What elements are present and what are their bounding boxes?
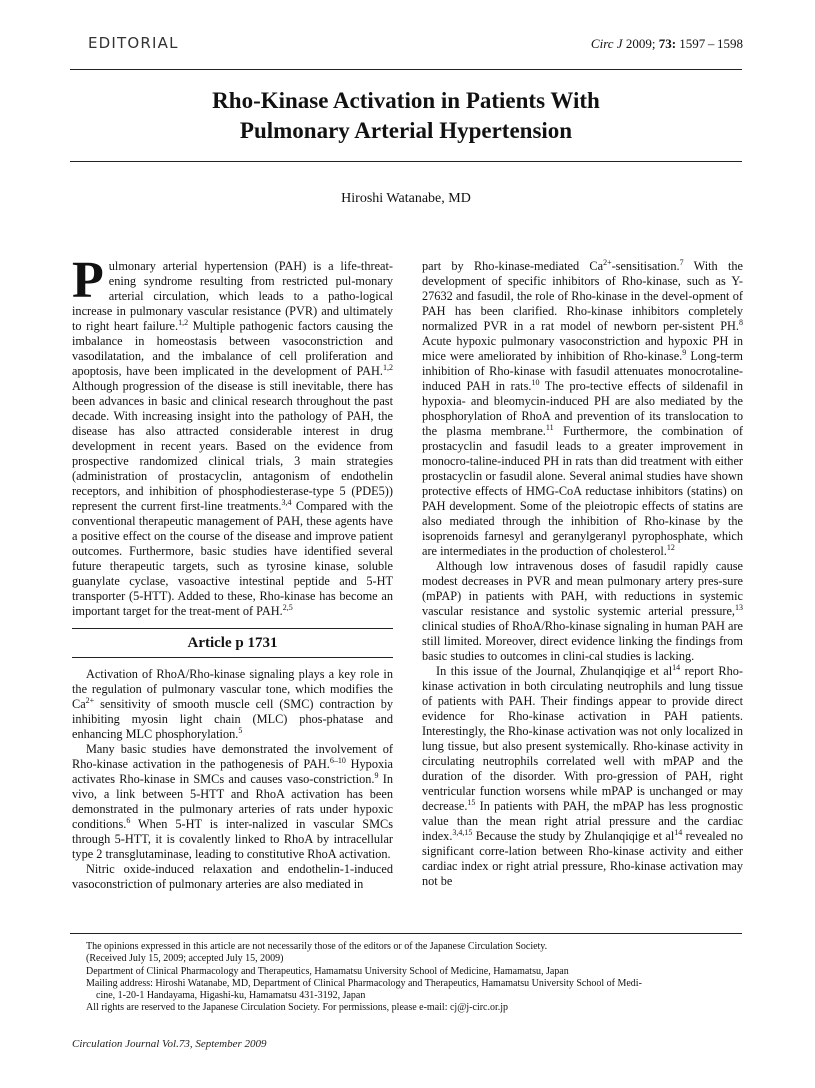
citation-ref: 15 [467,797,476,807]
text-run: Compared with the conventional therapeutic management of PAH, these agents have a positive effect on the course of the disease and improve patient outcomes. Furthermore, basic studies have identified several future therapeutic targets, such as tyrosine kinase, soluble guanylate cyclase, vasoactive intestinal peptide and 5-HT transporter (5-HTT). Added to these, Rho-kinase has become an important target for the treat-ment of PAH. [72,499,393,618]
text-run: When 5-HT is inter-nalized in vascular SMCs through 5-HTT, it is covalently linked to RhoA by intracellular type 2 transglutaminase, leading to constitutive RhoA activation. [72,817,393,861]
paragraph [422,664,743,889]
text-run: Activation of RhoA/Rho-kinase signaling plays a key role in the regulation of pulmonary vascular tone, which modifies the Ca [72,667,393,711]
text-run: clinical studies of RhoA/Rho-kinase signaling in human PAH are still limited. Moreover, direct evidence linking the findings from basic studies to outcomes in clini-cal studies is lacking. [422,619,743,663]
title-line: Pulmonary Arterial Hypertension [239,118,573,143]
text-run: ulmonary arterial hypertension (PAH) is a life-threat-ening syndrome resulting from restricted pul-monary arterial circulation, which leads to a patho-logical increase in pulmonary vascular resistance (PVR) and ultimately to right heart failure. [72,259,393,333]
text-run: Many basic studies have demonstrated the involvement of Rho-kinase activation in the pathogenesis of PAH. [72,742,393,771]
citation-ref: 9 [374,770,379,780]
footnote-line: All rights are reserved to the Japanese Circulation Society. For permissions, please e-mail: cj@j-circ.or.jp [86,1002,509,1014]
text-run: Acute hypoxic pulmonary vasoconstriction and hypoxic PH in mice were ameliorated by inhibition of Rho-kinase. [422,334,743,363]
text-run: Although progression of the disease is still inevitable, there has been advances in basic and clinical research throughout the past decade. With increasing insight into the pathology of PAH, the disease has also attracted considerable interest in drug development in recent years. Based on the evidence from prospective randomized clinical trials, 3 main strategies (administration of prostacyclin, antagonism of endothelin receptors, and inhibition of phosphodiesterase-type 5 (PDE5)) represent the current first-line treatments. [72,379,393,513]
text-run: In this issue of the Journal, Zhulanqiqige et al [436,664,673,678]
page-footer: Circulation Journal Vol.73, September 2009 [72,1038,267,1050]
footnote-line: The opinions expressed in this article are not necessarily those of the editors or of the Japanese Circulation Society. [86,941,548,952]
citation-pages: 1597 – 1598 [679,36,743,51]
citation-ref: 2+ [85,695,95,705]
citation-ref: 2+ [603,257,612,267]
text-run: -sensitisation. [611,259,680,273]
author-name: Hiroshi Watanabe, MD [341,191,471,206]
citation-ref: 7 [679,257,684,267]
related-article-box: Article p 1731 [72,628,393,658]
paragraph [72,742,393,862]
footnote-line: Department of Clinical Pharmacology and Therapeutics, Hamamatsu University School of Medicine, Hamamatsu, Japan [86,965,569,977]
footnote-line: cine, 1-20-1 Handayama, Higashi-ku, Hamamatsu 431-3192, Japan [96,990,366,1002]
title-rule [70,161,742,162]
citation-ref: 14 [674,827,683,837]
text-run: Multiple pathogenic factors causing the imbalance in homeostasis between vasoconstriction and vasodilatation, and the imbalance of cell proliferation and apoptosis, have been implicated in the development of PAH. [72,319,394,378]
citation-ref: 8 [739,317,743,327]
citation-ref: 10 [531,377,540,387]
citation-ref: 11 [545,422,554,432]
text-run: report Rho-kinase activation in both circulating neutrophils and lung tissue of patients with PAH. Their findings appear to provide direct evidence for Rho-kinase activation in PAH patients. Interestingly, the Rho-kinase activation was not only localized in lung tissue, but also present systemically. Rho-kinase activity in circulating neutrophils correlated well with mPAP and the duration of the disorder. With pro-gression of PAH, right ventricular function worsens while mPAP is unchanged or may decrease. [422,664,743,813]
text-run: Nitric oxide-induced relaxation and endothelin-1-induced vasoconstriction of pulmonary arteries are also mediated in [72,862,393,891]
citation-ref: 3,4 [281,497,292,507]
title-line: Rho-Kinase Activation in Patients With [212,88,600,113]
citation-ref: 5 [238,725,243,735]
text-run: sensitivity of smooth muscle cell (SMC) contraction by inhibiting myosin light chain (MLC) phos-phatase and enhancing MLC phosphorylation. [72,697,393,741]
text-run: In vivo, a link between 5-HTT and RhoA activation has been demonstrated in the pulmonary arteries of rats under hypoxic conditions. [72,772,393,831]
citation-ref: 6–10 [329,755,346,765]
journal-abbr: Circ J [590,36,623,51]
citation-ref: 1,2 [178,317,189,327]
citation-ref: 6 [126,815,131,825]
right-column [422,259,743,889]
text-run: With the development of specific inhibitors of Rho-kinase, such as Y-27632 and fasudil, the role of Rho-kinase in the devel-opment of PAH has been clarified. Rho-kinase inhibitors completely normalized PVR in a rat model of newborn per-sistent PH. [422,259,743,333]
citation-ref: 13 [735,602,743,612]
header-rule [70,69,742,70]
paragraph [422,259,743,559]
citation-ref: 9 [682,347,687,357]
citation-volume: 73: [658,36,677,51]
paragraph [72,862,393,892]
text-run: Long-term inhibition of Rho-kinase with fasudil attenuates monocrotaline-induced PAH in rats. [422,349,743,393]
paragraph [72,252,394,619]
text-run: In patients with PAH, the mPAP has less prognostic value than the mean right atrial pressure and the cardiac index. [422,799,743,843]
footnote-rule [70,933,742,934]
text-run: Although low intravenous doses of fasudil rapidly cause modest decreases in PVR and mean pulmonary artery pres-sure (mPAP) in patients with PAH, with reductions in systemic vascular resistance and systolic systemic arterial pressure, [422,559,743,618]
footnote-line: (Received July 15, 2009; accepted July 15, 2009) [86,953,284,965]
text-run: Hypoxia activates Rho-kinase in SMCs and causes vaso-constriction. [72,757,393,786]
left-column [72,252,394,892]
citation-ref: 12 [666,542,675,552]
citation-ref: 14 [672,662,681,672]
text-run: Furthermore, the combination of prostacyclin and fasudil leads to a greater improvement in monocro-taline-induced PH in rats than did treatment with either prostacyclin or fasudil alone. Several animal studies have shown protective effects of HMG-CoA reductase inhibitors (statins) on PAH development. Some of the pleiotropic effects of statins are also mediated through the inhibition of Rho-kinase by the isoprenoids farnesyl and geranylgeranyl pyrophosphate, which are intermediates in the production of cholesterol. [422,424,743,558]
drop-cap: P [72,252,104,309]
citation-ref: 1,2 [383,362,393,372]
text-run: part by Rho-kinase-mediated Ca [422,259,604,273]
text-run: revealed no significant corre-lation between Rho-kinase activity and either cardiac index or right atrial pressure, Rho-kinase activation may not be [422,829,743,888]
footnotes [86,941,746,1015]
citation-ref: 2,5 [282,602,293,612]
footnote-line: Mailing address: Hiroshi Watanabe, MD, Department of Clinical Pharmacology and Therapeutics, Hamamatsu University School of Medi- [86,977,642,989]
paragraph [422,559,743,664]
paragraph [72,667,393,742]
section-label: EDITORIAL [88,34,179,52]
article-title [70,86,742,146]
text-run: Because the study by Zhulanqiqige et al [472,829,675,843]
text-run: The pro-tective effects of sildenafil in hypoxia- and bleomycin-induced PH are also mediated by the phosphorylation of RhoA and prevention of its translocation to the plasma membrane. [422,379,743,438]
citation-year: 2009; [625,36,656,51]
citation [591,36,743,52]
citation-ref: 3,4,15 [452,827,473,837]
